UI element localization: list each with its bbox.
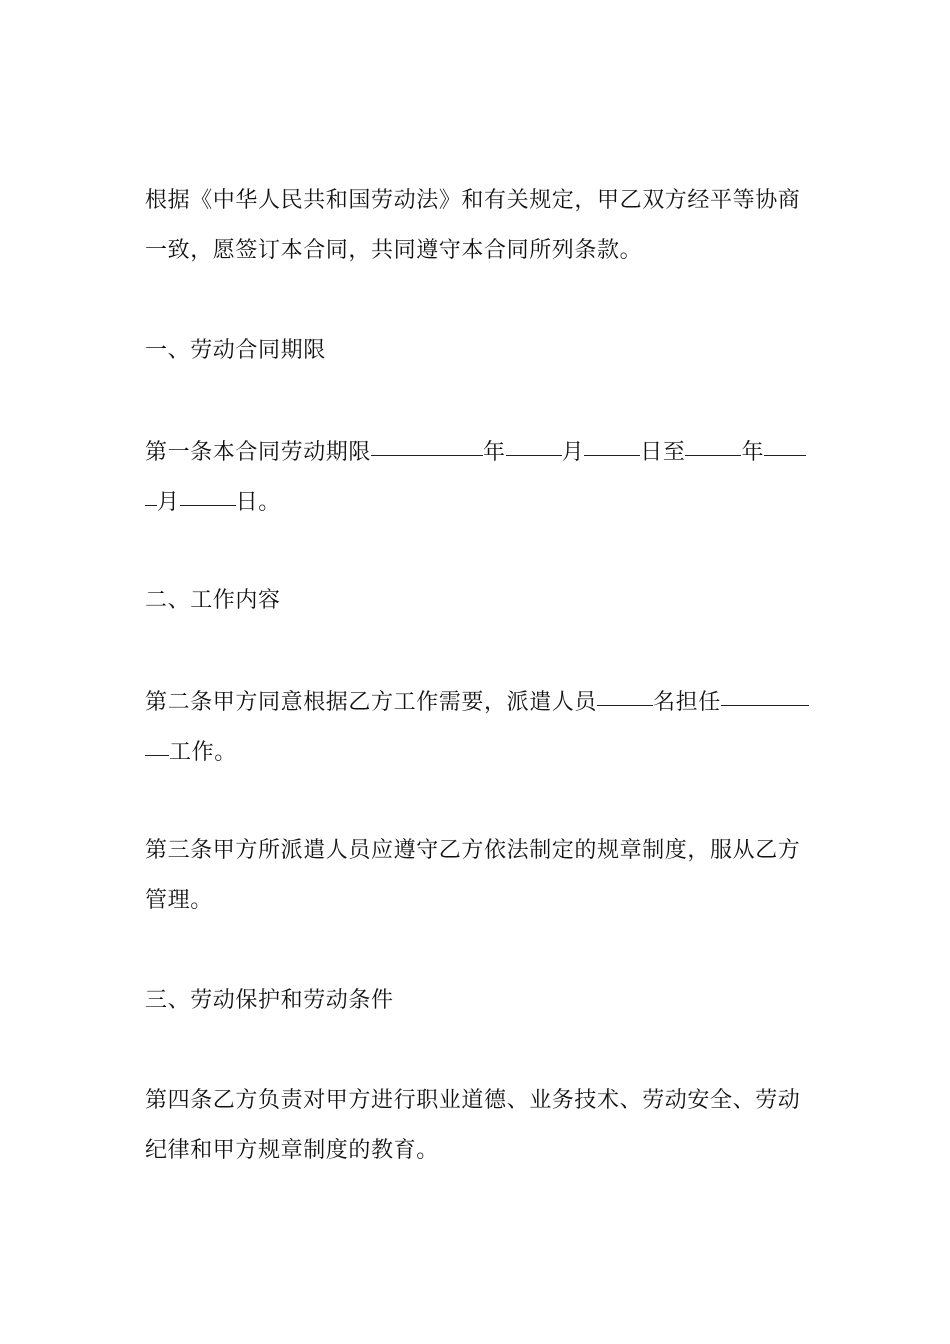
day-end-label: 日。 [235,490,281,515]
article-4-line-1: 第四条乙方负责对甲方进行职业道德、业务技术、劳动安全、劳动 [145,1088,801,1113]
article-2-prefix: 第二条甲方同意根据乙方工作需要，派遣人员 [145,690,598,715]
section-2-heading: 二、工作内容 [145,588,281,613]
article-2-line-1 [145,686,809,718]
term-start-day-blank[interactable] [584,433,640,456]
term-end-month-blank-a[interactable] [764,433,806,456]
month-label: 月 [561,440,585,465]
article-2-mid: 名担任 [653,690,721,715]
article-3-line-2: 管理。 [145,888,213,913]
staff-count-blank[interactable] [597,683,653,706]
term-start-year-blank[interactable] [371,433,483,456]
term-start-month-blank[interactable] [506,433,562,456]
month-label-2: 月 [157,490,180,515]
term-end-month-blank-b[interactable] [145,483,157,506]
day-to-label: 日至 [640,440,686,465]
year-label: 年 [483,440,506,465]
article-2-suffix: 工作。 [169,740,237,765]
term-end-day-blank[interactable] [180,483,236,506]
intro-line-1: 根据《中华人民共和国劳动法》和有关规定，甲乙双方经平等协商 [145,188,801,213]
article-4-line-2: 纪律和甲方规章制度的教育。 [145,1138,439,1163]
section-1-heading: 一、劳动合同期限 [145,338,326,363]
intro-line-2: 一致，愿签订本合同，共同遵守本合同所列条款。 [145,238,643,263]
article-1-line-2 [145,486,281,518]
position-blank-b[interactable] [145,733,169,756]
article-1-line-1 [145,436,806,468]
term-end-year-blank[interactable] [685,433,741,456]
section-3-heading: 三、劳动保护和劳动条件 [145,988,394,1013]
year-label-2: 年 [741,440,765,465]
article-2-line-2 [145,736,237,768]
article-3-line-1: 第三条甲方所派遣人员应遵守乙方依法制定的规章制度，服从乙方 [145,838,801,863]
position-blank-a[interactable] [721,683,809,706]
article-1-prefix: 第一条本合同劳动期限 [145,440,372,465]
